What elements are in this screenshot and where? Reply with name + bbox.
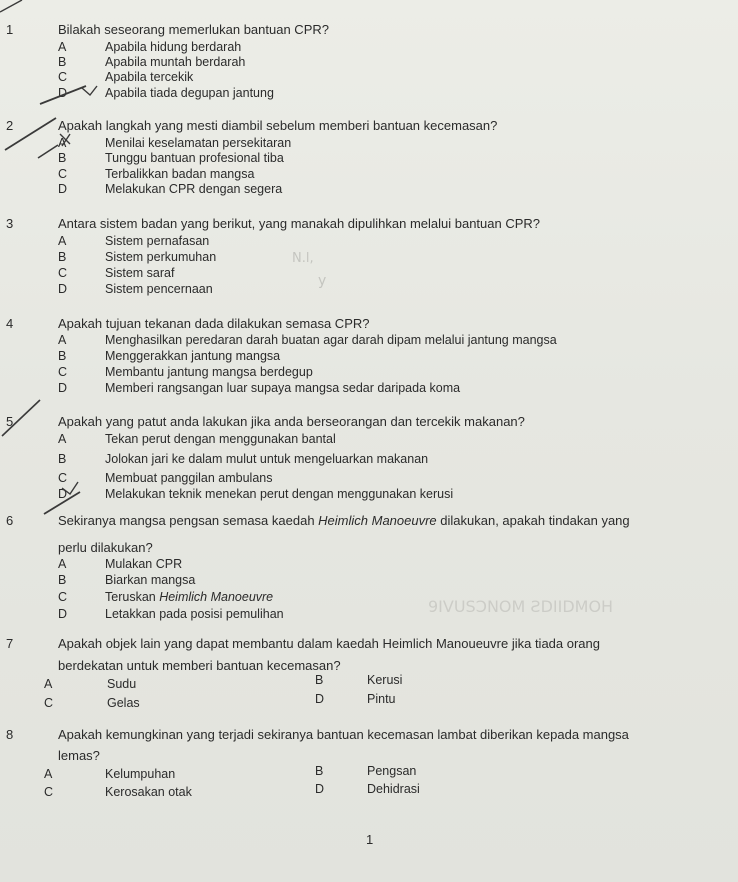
question-text-continued: perlu dilakukan? xyxy=(58,540,153,555)
question-number: 4 xyxy=(6,316,14,331)
page-number: 1 xyxy=(366,832,374,847)
question-number: 7 xyxy=(6,636,14,651)
question-text: Apakah kemungkinan yang terjadi sekiranya bantuan kecemasan lambat diberikan kepada mangsa xyxy=(58,727,629,742)
faint-show-through-2: y xyxy=(318,273,327,289)
faint-show-through-3: 9IVUSƆNOM ƧDIIDMOH xyxy=(428,597,614,616)
question-text-continued: lemas? xyxy=(58,748,100,763)
question-number: 8 xyxy=(6,727,14,742)
question-number: 3 xyxy=(6,216,14,231)
question-number: 5 xyxy=(6,414,14,429)
question-text: Apakah yang patut anda lakukan jika anda berseorangan dan tercekik makanan? xyxy=(58,414,525,429)
question-text: Antara sistem badan yang berikut, yang manakah dipulihkan melalui bantuan CPR? xyxy=(58,216,541,231)
question-text: Sekiranya mangsa pengsan semasa kaedah Heimlich Manoeuvre dilakukan, apakah tindakan yang xyxy=(58,513,630,528)
faint-show-through-1: N.l, xyxy=(292,251,314,266)
question-number: 6 xyxy=(6,513,14,528)
question-text: Bilakah seseorang memerlukan bantuan CPR? xyxy=(58,22,329,37)
question-text-continued: berdekatan untuk memberi bantuan kecemasan? xyxy=(58,658,341,673)
question-text: Apakah tujuan tekanan dada dilakukan semasa CPR? xyxy=(58,316,370,331)
question-text: Apakah langkah yang mesti diambil sebelum memberi bantuan kecemasan? xyxy=(58,118,498,133)
question-number: 2 xyxy=(6,118,14,133)
question-number: 1 xyxy=(6,22,14,37)
question-text: Apakah objek lain yang dapat membantu dalam kaedah Heimlich Manoueuvre jika tiada orang xyxy=(58,636,601,651)
